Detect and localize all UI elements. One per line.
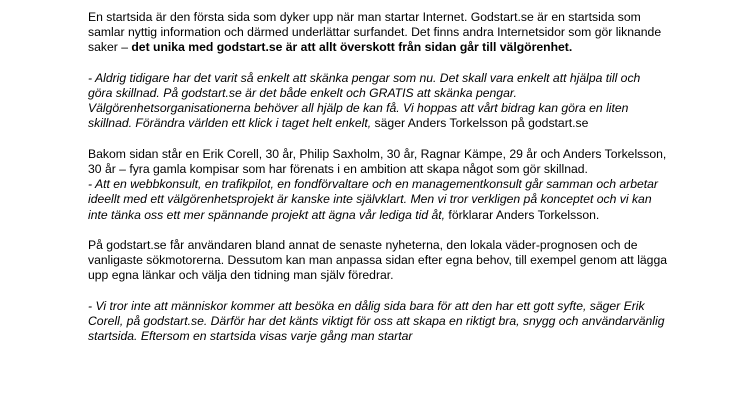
quote-text-1: - Aldrig tidigare har det varit så enkelt att skänka pengar som nu. Det skall vara enkelt att hjälpa till och göra skillnad. På godstart.se är det både enkelt och GRATIS att skänka pengar. Välgörenhetsorganisationerna behöver all hjälp de kan få. Vi hoppas att vårt bidrag kan göra en liten skillnad. Förändra världen ett klick i taget helt enkelt, (88, 70, 641, 131)
intro-text: En startsida är den första sida som dyker upp när man startar Internet. Godstart.se är en startsida som samlar nyttig information och därmed underlättar surfandet. Det finns andra Internetsidor som gör liknande saker – (88, 10, 662, 55)
quote-text-2: - Att en webbkonsult, en trafikpilot, en fondförvaltare och en managementkonsult går samman och arbetar ideellt med ett välgörenhetsprojekt är kanske inte självklart. Men vi tror verkligen på konceptet och vi kan inte tänka oss ett mer spännande projekt att ägna vår lediga tid åt, (88, 177, 658, 222)
quote-text-3: - Vi tror inte att människor kommer att besöka en dålig sida bara för att den har ett gott syfte, säger Erik Corell, på godstart.se. Därför har det känts viktigt för oss att skapa en riktigt bra, snygg och användarvänlig startsida. Eftersom en startsida visas varje gång man startar (88, 298, 665, 344)
quote-attribution-2: förklarar Anders Torkelsson. (445, 207, 600, 222)
quote-paragraph-3 (88, 299, 668, 345)
features-text: På godstart.se får användaren bland annat de senaste nyheterna, den lokala väder-prognosen och de vanligaste sökmotorerna. Dessutom kan man anpassa sidan efter egna behov, till exempel genom att lägga upp egna länkar och välja den tidning man själv föredrar. (88, 238, 668, 283)
founders-text: Bakom sidan står en Erik Corell, 30 år, Philip Saxholm, 30 år, Ragnar Kämpe, 29 år och Anders Torkelsson, 30 år – fyra gamla kompisar som har förenats i en ambition att skapa något som gör skillnad. (88, 146, 667, 176)
quote-paragraph-2 (88, 177, 668, 223)
intro-bold-text: det unika med godstart.se är att allt överskott från sidan går till välgörenhet. (131, 40, 573, 55)
features-paragraph (88, 238, 668, 284)
founders-paragraph (88, 147, 668, 177)
quote-paragraph-1 (88, 71, 668, 132)
quote-attribution-1: säger Anders Torkelsson på godstart.se (371, 116, 589, 131)
intro-paragraph (88, 10, 668, 56)
document-page (88, 10, 668, 360)
